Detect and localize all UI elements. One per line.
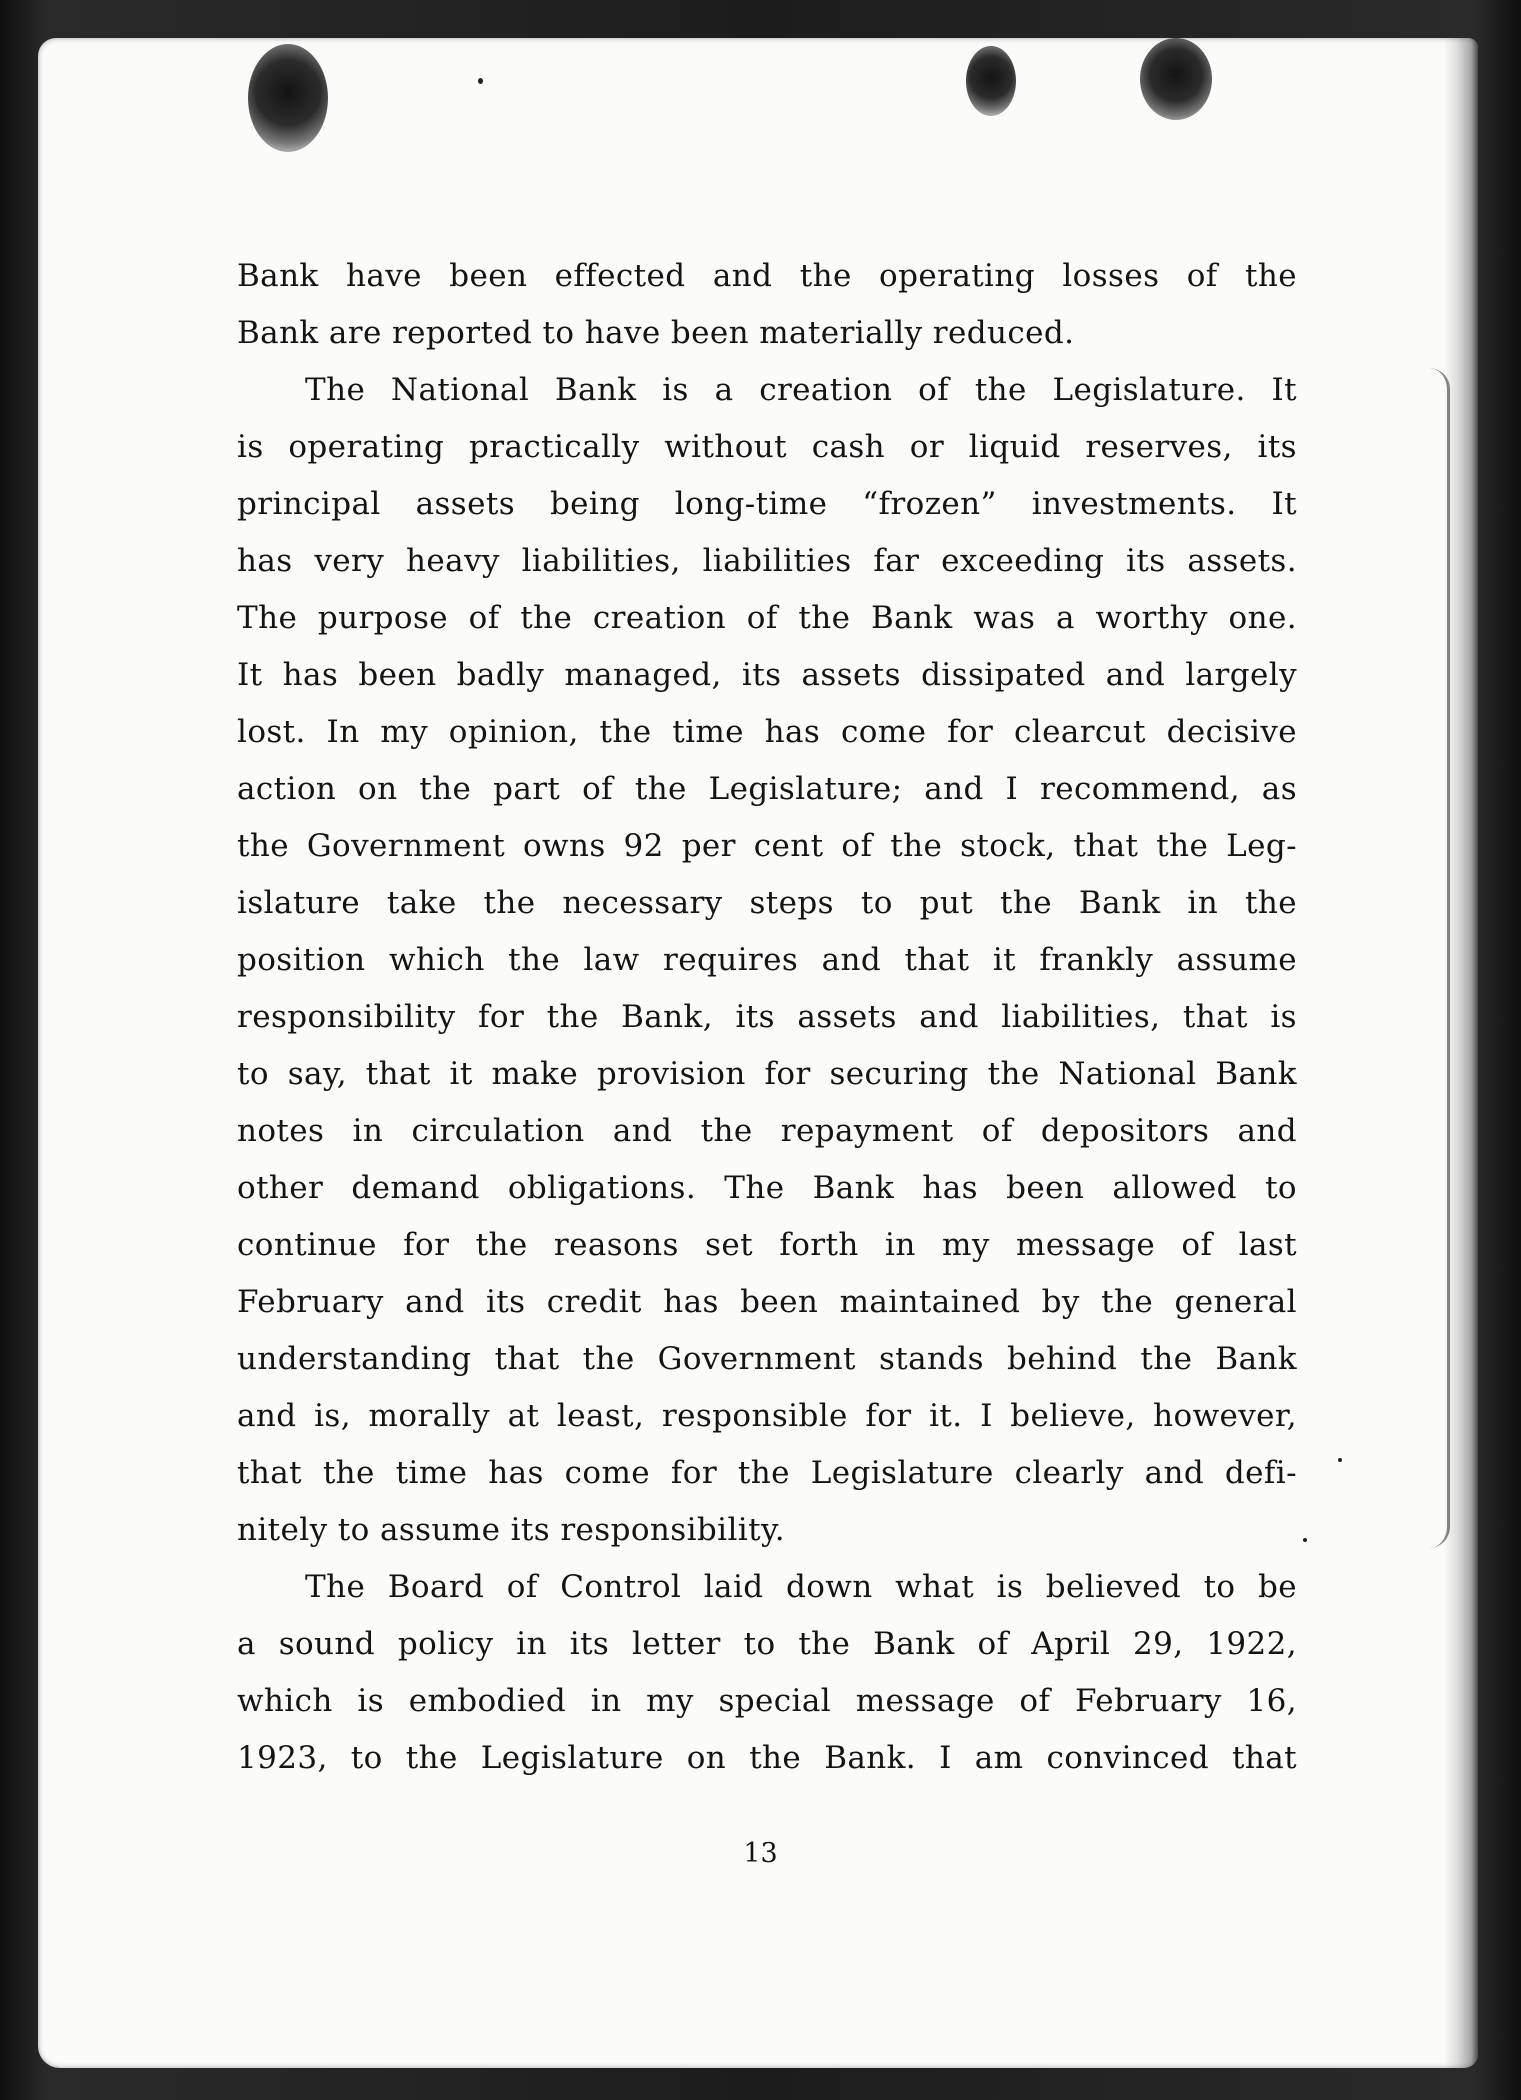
- binder-hole-left: [248, 44, 328, 152]
- text-line: which is embodied in my special message of February 16,: [237, 1683, 1297, 1719]
- text-line: Bank have been effected and the operating losses of the: [237, 258, 1297, 294]
- binder-hole-right: [1140, 38, 1212, 120]
- speck-mark: [1338, 1458, 1342, 1462]
- text-line: has very heavy liabilities, liabilities far exceeding its assets.: [237, 543, 1297, 579]
- text-line: position which the law requires and that it frankly assume: [237, 942, 1297, 978]
- document-body-text: [237, 248, 1297, 1787]
- speck-mark: [1303, 1538, 1307, 1542]
- text-line: Bank are reported to have been materially reduced.: [237, 315, 1075, 351]
- text-line: action on the part of the Legislature; and I recommend, as: [237, 771, 1297, 807]
- text-line: 1923, to the Legislature on the Bank. I am convinced that: [237, 1740, 1297, 1776]
- text-line: the Government owns 92 per cent of the stock, that the Leg-: [237, 828, 1297, 864]
- text-line: The National Bank is a creation of the Legislature. It: [305, 372, 1297, 408]
- text-line: understanding that the Government stands behind the Bank: [237, 1341, 1297, 1377]
- text-line: principal assets being long-time “frozen” investments. It: [237, 486, 1297, 522]
- text-line: to say, that it make provision for securing the National Bank: [237, 1056, 1297, 1092]
- speck-mark: [478, 78, 483, 84]
- page-number: 13: [743, 1838, 778, 1869]
- text-line: The Board of Control laid down what is believed to be: [305, 1569, 1297, 1605]
- text-line: and is, morally at least, responsible for it. I believe, however,: [237, 1398, 1297, 1434]
- page-curl-line: [1429, 368, 1450, 1548]
- text-line: The purpose of the creation of the Bank was a worthy one.: [237, 600, 1297, 636]
- text-line: a sound policy in its letter to the Bank of April 29, 1922,: [237, 1626, 1297, 1662]
- text-line: is operating practically without cash or liquid reserves, its: [237, 429, 1297, 465]
- binder-hole-middle: [966, 46, 1016, 116]
- text-line: lost. In my opinion, the time has come for clearcut decisive: [237, 714, 1297, 750]
- text-line: responsibility for the Bank, its assets and liabilities, that is: [237, 999, 1297, 1035]
- text-line: February and its credit has been maintained by the general: [237, 1284, 1297, 1320]
- text-line: nitely to assume its responsibility.: [237, 1512, 785, 1548]
- paragraph: [237, 248, 1297, 362]
- text-line: other demand obligations. The Bank has been allowed to: [237, 1170, 1297, 1206]
- paragraph: [237, 1559, 1297, 1787]
- text-line: that the time has come for the Legislature clearly and defi-: [237, 1455, 1297, 1491]
- text-line: notes in circulation and the repayment of depositors and: [237, 1113, 1297, 1149]
- text-line: continue for the reasons set forth in my message of last: [237, 1227, 1297, 1263]
- text-line: It has been badly managed, its assets dissipated and largely: [237, 657, 1297, 693]
- text-line: islature take the necessary steps to put the Bank in the: [237, 885, 1297, 921]
- paragraph: [237, 362, 1297, 1559]
